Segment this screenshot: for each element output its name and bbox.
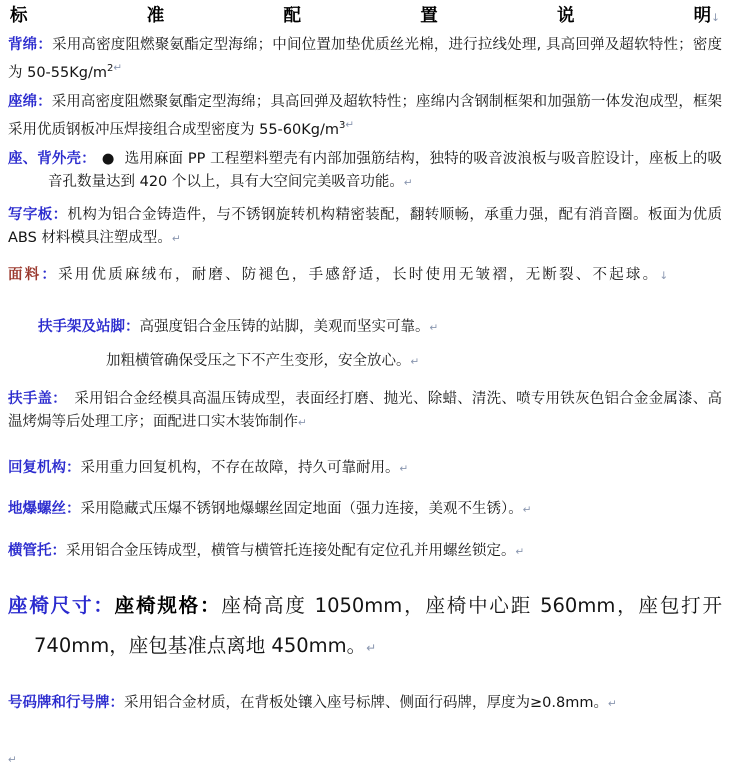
superscript: 2 — [106, 63, 114, 74]
paragraph-mark: ↵ — [298, 416, 307, 429]
section-armrest-frame: 扶手架及站脚：高强度铝合金压铸的站脚，美观而坚实可靠。↵ — [38, 318, 439, 335]
empty-paragraph — [8, 748, 722, 772]
spec-prefix: 座椅规格： — [114, 593, 222, 617]
paragraph-mark: ↵ — [8, 753, 17, 766]
paragraph-mark: ↵ — [171, 232, 181, 245]
paragraph-mark: ↵ — [522, 503, 532, 516]
section-text: 加粗横管确保受压之下不产生变形，安全放心。 — [106, 352, 411, 369]
section-armrest-frame-line2 — [8, 350, 722, 374]
section-text: 选用麻面 PP 工程塑料塑壳有内部加强筋结构，独特的吸音波浪板与吸音腔设计，座板上的吸音孔数量达到 420 个以上，具有大空间完美吸音功能。 — [48, 150, 723, 190]
section-back-foam: 背绵：采用高密度阻燃聚氨酯定型海绵；中间位置加垫优质丝光棉，进行拉线处理, 具高回弹及超软特性；密度为 $50-55Kg/m^{2↵}$ — [8, 37, 723, 81]
section-label: 地爆螺丝 — [8, 500, 66, 517]
title-char: 标 — [10, 6, 28, 26]
title-char: 准 — [146, 6, 165, 26]
title-char: 配 — [283, 6, 301, 26]
section-label: 座椅尺寸 — [8, 593, 94, 617]
title-char: 置 — [420, 6, 438, 26]
section-label: 回复机构 — [8, 459, 66, 476]
section-number-plates: 号码牌和行号牌：采用铝合金材质，在背板处镶入座号标牌、侧面行码牌，厚度为≥0.8mm。↵ — [8, 694, 617, 711]
section-seat-foam: 座绵：采用高密度阻燃聚氨酯定型海绵；具高回弹及超软特性；座绵内含钢制框架和加强筋一体发泡成型，框架采用优质钢板冲压焊接组合成型密度为 $55-60Kg/m^{3↵}$ — [8, 93, 723, 138]
paragraph-mark: ↵ — [429, 321, 439, 334]
title-char: 明↓ — [693, 6, 720, 26]
section-text: 采用铝合金经模具高温压铸成型，表面经打磨、抛光、除蜡、清洗、喷专用铁灰色铝合金金属漆、高温烤焗等后处理工序；面配进口实木装饰制作 — [8, 390, 723, 430]
section-text: 采用重力回复机构，不存在故障，持久可靠耐用。 — [80, 459, 400, 476]
section-label: 座、背外壳 — [8, 150, 82, 167]
section-label: 扶手盖 — [8, 390, 53, 407]
paragraph-mark: ↵ — [607, 697, 617, 710]
section-text: 采用高密度阻燃聚氨酯定型海绵；中间位置加垫优质丝光棉，进行拉线处理, 具高回弹及超软特性；密度为 50-55Kg/m — [8, 37, 723, 81]
paragraph-mark: ↵ — [403, 176, 413, 189]
section-label: 横管托 — [8, 542, 52, 559]
section-text: 机构为铝合金铸造件，与不锈钢旋转机构精密装配，翻转顺畅，承重力强，配有消音圈。板面为优质 ABS 材料模具注塑成型。 — [8, 206, 723, 246]
paragraph-mark: ↵ — [515, 545, 525, 558]
section-seat-dimensions: 座椅尺寸：座椅规格：座椅高度 1050mm，座椅中心距 560mm，座包打开 740mm，座包基准点离地 450mm。↵ — [8, 593, 722, 657]
paragraph-mark: ↵ — [399, 462, 409, 475]
section-writing-board: 写字板：机构为铝合金铸造件，与不锈钢旋转机构精密装配，翻转顺畅，承重力强，配有消音圈。板面为优质 ABS 材料模具注塑成型。↵ — [8, 206, 723, 246]
section-label: 背绵 — [8, 37, 38, 53]
section-fabric: 面料：采用优质麻绒布，耐磨、防褪色，手感舒适，长时使用无皱褶，无断裂、不起球。↓ — [8, 266, 671, 283]
superscript: 3 — [338, 119, 346, 131]
section-shell: 座、背外壳： ● 选用麻面 PP 工程塑料塑壳有内部加强筋结构，独特的吸音波浪板与吸音腔设计，座板上的吸音孔数量达到 420 个以上，具有大空间完美吸音功能。↵ — [8, 150, 723, 190]
paragraph-mark: ↵ — [366, 640, 377, 655]
line-break-mark: ↓ — [711, 12, 720, 24]
title-char: 说 — [556, 6, 575, 26]
section-label: 座绵 — [8, 93, 38, 110]
section-text: 采用高密度阻燃聚氨酯定型海绵；具高回弹及超软特性；座绵内含钢制框架和加强筋一体发泡成型，框架采用优质钢板冲压焊接组合成型密度为 55-60Kg/m — [8, 93, 723, 138]
section-label: 号码牌和行号牌 — [8, 694, 110, 711]
section-return-mechanism: 回复机构：采用重力回复机构，不存在故障，持久可靠耐用。↵ — [8, 459, 409, 476]
section-label: 面料 — [8, 266, 42, 283]
document-title — [10, 2, 720, 27]
section-label: 扶手架及站脚 — [38, 318, 125, 335]
section-text: 采用隐藏式压爆不锈钢地爆螺丝固定地面（强力连接，美观不生锈）。 — [80, 500, 523, 517]
section-label: 写字板 — [8, 206, 53, 223]
paragraph-mark: ↵ — [410, 355, 420, 368]
section-crossbar-bracket: 横管托：采用铝合金压铸成型，横管与横管托连接处配有定位孔并用螺丝锁定。↵ — [8, 542, 525, 559]
section-anchor-bolt: 地爆螺丝：采用隐藏式压爆不锈钢地爆螺丝固定地面（强力连接，美观不生锈）。↵ — [8, 500, 532, 517]
section-text: 高强度铝合金压铸的站脚，美观而坚实可靠。 — [139, 318, 430, 335]
section-text: 座椅高度 1050mm，座椅中心距 560mm，座包打开 740mm，座包基准点离地 450mm。 — [34, 593, 722, 657]
section-text: 采用优质麻绒布，耐磨、防褪色，手感舒适，长时使用无皱褶，无断裂、不起球。 — [58, 266, 660, 283]
paragraph-mark: ↵ — [113, 62, 123, 74]
section-text: 采用铝合金材质，在背板处镶入座号标牌、侧面行码牌，厚度为≥0.8mm。 — [124, 694, 608, 711]
section-armrest-cover: 扶手盖： 采用铝合金经模具高温压铸成型，表面经打磨、抛光、除蜡、清洗、喷专用铁灰色铝合金金属漆、高温烤焗等后处理工序；面配进口实木装饰制作↵ — [8, 390, 723, 430]
bullet-icon: ● — [101, 150, 115, 167]
paragraph-mark: ↵ — [345, 118, 355, 131]
line-break-mark: ↓ — [659, 269, 671, 282]
section-text: 采用铝合金压铸成型，横管与横管托连接处配有定位孔并用螺丝锁定。 — [66, 542, 516, 559]
